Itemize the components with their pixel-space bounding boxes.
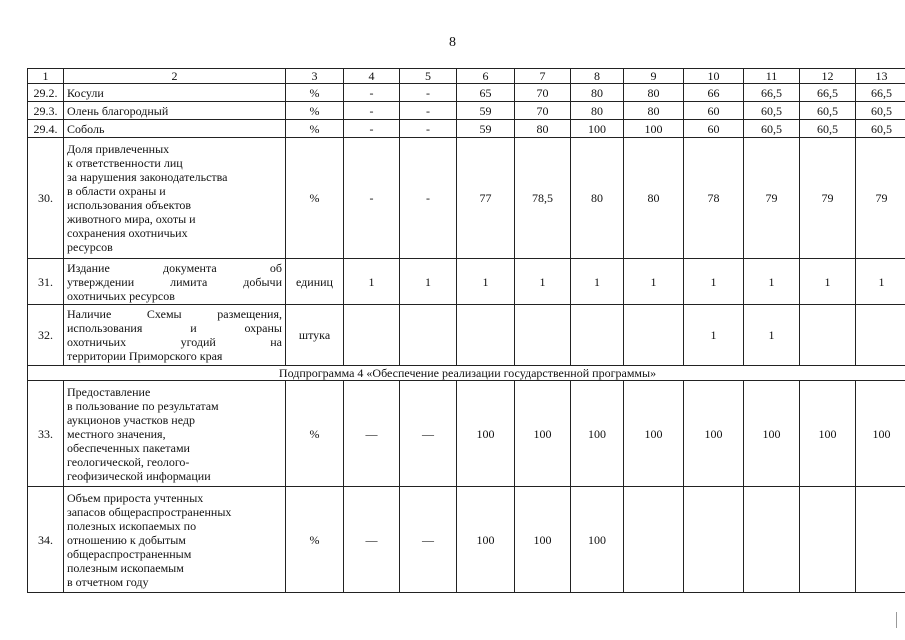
unit-cell: % [286,120,344,138]
value-cell-12: 66,5 [800,84,856,102]
indicator-name [64,84,286,102]
value-cell-11 [744,487,800,593]
value-cell-10 [684,487,744,593]
value-cell-13 [856,487,905,593]
value-cell-8 [571,305,624,366]
value-cell-6: 100 [457,381,515,487]
value-cell-11: 60,5 [744,102,800,120]
indicator-name-line: полезных ископаемых по [67,518,197,533]
value-cell-6: 1 [457,259,515,305]
value-cell-4: - [344,120,400,138]
value-cell-9: 80 [624,102,684,120]
table-row [28,259,905,305]
indicator-name-line: Предоставление [67,384,151,399]
row-number: 32. [28,305,64,366]
indicator-name-line: использования и охраны [67,321,282,335]
value-cell-9: 100 [624,120,684,138]
indicators-table [27,68,905,593]
row-number: 30. [28,138,64,259]
value-cell-12: 60,5 [800,102,856,120]
subprogram-row [28,366,905,381]
header-cell-13: 13 [856,69,905,84]
indicator-name-line: обеспеченных пакетами [67,440,190,455]
value-cell-4: 1 [344,259,400,305]
value-cell-12: 60,5 [800,120,856,138]
table-body [28,69,905,593]
table-row [28,487,905,593]
row-number: 29.2. [28,84,64,102]
table-row [28,305,905,366]
header-cell-10: 10 [684,69,744,84]
header-cell-5: 5 [400,69,457,84]
value-cell-8: 80 [571,102,624,120]
indicator-name-line: территории Приморского края [67,349,223,363]
value-cell-6: 65 [457,84,515,102]
edge-mark [896,612,897,628]
header-cell-11: 11 [744,69,800,84]
indicator-name-line: к ответственности лиц [67,156,183,170]
indicator-name-line: охотничьих угодий на [67,335,282,349]
value-cell-6: 77 [457,138,515,259]
header-cell-4: 4 [344,69,400,84]
value-cell-5: - [400,84,457,102]
header-cell-2: 2 [64,69,286,84]
indicator-name-line: за нарушения законодательства [67,170,228,184]
indicator-name-line: запасов общераспространенных [67,504,232,519]
unit-cell: % [286,138,344,259]
indicator-name-line: Доля привлеченных [67,142,170,156]
value-cell-7: 70 [515,102,571,120]
value-cell-7: 78,5 [515,138,571,259]
value-cell-7: 100 [515,381,571,487]
value-cell-12: 100 [800,381,856,487]
value-cell-5: — [400,487,457,593]
value-cell-11: 60,5 [744,120,800,138]
indicator-name-line: геологической, геолого- [67,454,190,469]
indicator-name-line: сохранения охотничьих [67,226,188,240]
value-cell-5: - [400,102,457,120]
value-cell-5: — [400,381,457,487]
table-row [28,381,905,487]
value-cell-7: 1 [515,259,571,305]
value-cell-5: 1 [400,259,457,305]
value-cell-11: 79 [744,138,800,259]
value-cell-7: 100 [515,487,571,593]
value-cell-9: 80 [624,84,684,102]
header-cell-3: 3 [286,69,344,84]
value-cell-9: 100 [624,381,684,487]
table-row [28,120,905,138]
indicator-name-line: аукционов участков недр [67,412,195,427]
row-number: 33. [28,381,64,487]
indicator-name-line: местного значения, [67,426,166,441]
indicator-name-line: Объем прироста учтенных [67,490,204,505]
indicator-name-line: общераспространенным [67,546,192,561]
value-cell-10: 60 [684,120,744,138]
value-cell-10: 66 [684,84,744,102]
indicator-name-line: Косули [67,85,104,100]
page-number: 8 [449,35,456,50]
indicator-name-line: утверждении лимита добычи [67,274,282,289]
header-cell-12: 12 [800,69,856,84]
value-cell-10: 78 [684,138,744,259]
indicator-name-line: Соболь [67,121,105,136]
indicator-name-line: животного мира, охоты и [67,212,196,226]
value-cell-9 [624,487,684,593]
value-cell-10: 1 [684,305,744,366]
header-cell-7: 7 [515,69,571,84]
value-cell-8: 80 [571,138,624,259]
value-cell-6: 100 [457,487,515,593]
value-cell-8: 80 [571,84,624,102]
value-cell-10: 1 [684,259,744,305]
value-cell-6 [457,305,515,366]
table-row [28,138,905,259]
row-number: 34. [28,487,64,593]
value-cell-8: 100 [571,120,624,138]
value-cell-4: - [344,84,400,102]
value-cell-7 [515,305,571,366]
indicator-name [64,102,286,120]
unit-cell: % [286,102,344,120]
indicator-name-line: Наличие Схемы размещения, [67,307,282,321]
table-row [28,102,905,120]
unit-cell: % [286,487,344,593]
indicator-name-line: отношению к добытым [67,532,186,547]
row-number: 29.4. [28,120,64,138]
indicator-name-line: использования объектов [67,198,192,212]
unit-cell: штука [286,305,344,366]
value-cell-9 [624,305,684,366]
value-cell-11: 66,5 [744,84,800,102]
value-cell-8: 100 [571,487,624,593]
value-cell-11: 1 [744,259,800,305]
value-cell-6: 59 [457,102,515,120]
indicator-name-line: ресурсов [67,240,113,254]
unit-cell: % [286,84,344,102]
indicator-name-line: полезным ископаемым [67,560,184,575]
value-cell-4 [344,305,400,366]
indicator-name-line: геофизической информации [67,468,211,483]
unit-cell: % [286,381,344,487]
indicator-name [64,305,286,366]
indicator-name-line: в отчетном году [67,574,149,589]
value-cell-6: 59 [457,120,515,138]
value-cell-4: — [344,381,400,487]
value-cell-12 [800,487,856,593]
value-cell-10: 100 [684,381,744,487]
value-cell-10: 60 [684,102,744,120]
value-cell-12: 79 [800,138,856,259]
indicator-name-line: охотничьих ресурсов [67,288,175,303]
value-cell-8: 1 [571,259,624,305]
header-row [28,69,905,84]
header-cell-1: 1 [28,69,64,84]
indicator-name-line: Олень благородный [67,103,169,118]
indicator-name [64,381,286,487]
value-cell-9: 80 [624,138,684,259]
value-cell-9: 1 [624,259,684,305]
value-cell-4: — [344,487,400,593]
value-cell-12: 1 [800,259,856,305]
header-cell-8: 8 [571,69,624,84]
value-cell-4: - [344,138,400,259]
value-cell-13: 100 [856,381,905,487]
value-cell-13: 60,5 [856,120,905,138]
value-cell-13: 66,5 [856,84,905,102]
value-cell-11: 1 [744,305,800,366]
row-number: 29.3. [28,102,64,120]
indicator-name [64,259,286,305]
value-cell-8: 100 [571,381,624,487]
header-cell-9: 9 [624,69,684,84]
value-cell-7: 70 [515,84,571,102]
header-cell-6: 6 [457,69,515,84]
row-number: 31. [28,259,64,305]
value-cell-5: - [400,120,457,138]
unit-cell: единиц [286,259,344,305]
value-cell-13 [856,305,905,366]
indicator-name [64,120,286,138]
value-cell-13: 1 [856,259,905,305]
indicator-name [64,138,286,259]
table-row [28,84,905,102]
value-cell-13: 79 [856,138,905,259]
indicator-name-line: Издание документа об [67,260,282,275]
value-cell-13: 60,5 [856,102,905,120]
value-cell-7: 80 [515,120,571,138]
value-cell-11: 100 [744,381,800,487]
value-cell-4: - [344,102,400,120]
indicator-name-line: в области охраны и [67,184,166,198]
value-cell-5 [400,305,457,366]
value-cell-12 [800,305,856,366]
indicator-name [64,487,286,593]
value-cell-5: - [400,138,457,259]
subprogram-title: Подпрограмма 4 «Обеспечение реализации государственной программы» [28,366,905,381]
indicator-name-line: в пользование по результатам [67,398,219,413]
